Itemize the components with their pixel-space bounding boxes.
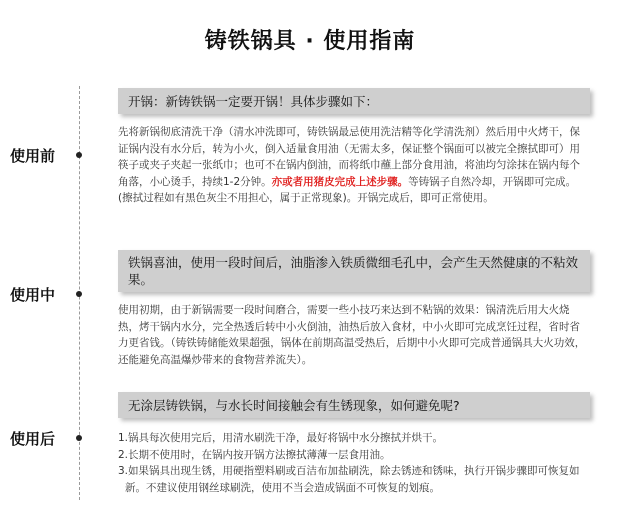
- timeline-dot: [76, 152, 82, 158]
- text-before-part2: 等铸锅子自然冷却，开锅即可完成。(擦拭过程如有黑色灰尘不用担心，属于正常现象)。开锅完成后，即可正常使用。: [118, 175, 577, 204]
- list-item: 2.长期不使用时，在锅内按开锅方法擦拭薄薄一层食用油。: [118, 448, 391, 461]
- section-banner-before: 开锅：新铸铁锅一定要开锅！具体步骤如下：: [118, 88, 590, 114]
- stage-label-after: 使用后: [10, 430, 56, 448]
- tips-list: [118, 430, 590, 496]
- stage-label-before: 使用前: [10, 147, 56, 165]
- list-item: 1.锅具每次使用完后，用清水刷洗干净，最好将锅中水分擦拭并烘干。: [118, 432, 444, 444]
- section-text-during: 使用初期，由于新锅需要一段时间磨合，需要一些小技巧来达到不粘锅的效果：锅清洗后用大火烧热，烤干锅内水分，完全热透后转中小火倒油，油热后放入食材，中小火即可完成烹饪过程，省时省力更省钱。（铸铁铸储能效果超强，锅体在前期高温受热后，后期中小火即可完成普通锅具大火功效，还能避免高温爆炒带来的食物营养流失）。: [118, 304, 586, 366]
- page-title: 铸铁锅具 · 使用指南: [204, 29, 416, 54]
- section-text-before: [118, 124, 590, 207]
- timeline-dot: [76, 435, 82, 441]
- section-banner-during: 铁锅喜油，使用一段时间后，油脂渗入铁质微细毛孔中，会产生天然健康的不粘效果。: [118, 250, 590, 292]
- list-item: 3.如果锅具出现生锈，用硬指塑料刷或百洁布加盐刷洗，除去锈迹和锈味，执行开锅步骤即可恢复如新。不建议使用钢丝球刷洗，使用不当会造成锅面不可恢复的划痕。: [118, 465, 580, 494]
- text-before-part1: 先将新锅彻底清洗干净（清水冲洗即可，铸铁锅最忌使用洗洁精等化学清洗剂）然后用中火烤干，保证锅内没有水分后，转为小火，倒入适量食用油（无需太多，保证整个锅面可以被完全擦拭即可）用筷子或夹子夹起一张纸巾；也可不在锅内倒油，而将纸巾蘸上部分食用油，将油均匀涂抹在锅内每个角落，小心烫手，持续1-2分钟。: [118, 126, 580, 188]
- highlight-text: 亦或者用猪皮完成上述步骤。: [271, 175, 409, 188]
- section-banner-after: 无涂层铸铁锅，与水长时间接触会有生锈现象，如何避免呢?: [118, 392, 590, 418]
- stage-label-during: 使用中: [10, 286, 56, 304]
- timeline-dot: [76, 291, 82, 297]
